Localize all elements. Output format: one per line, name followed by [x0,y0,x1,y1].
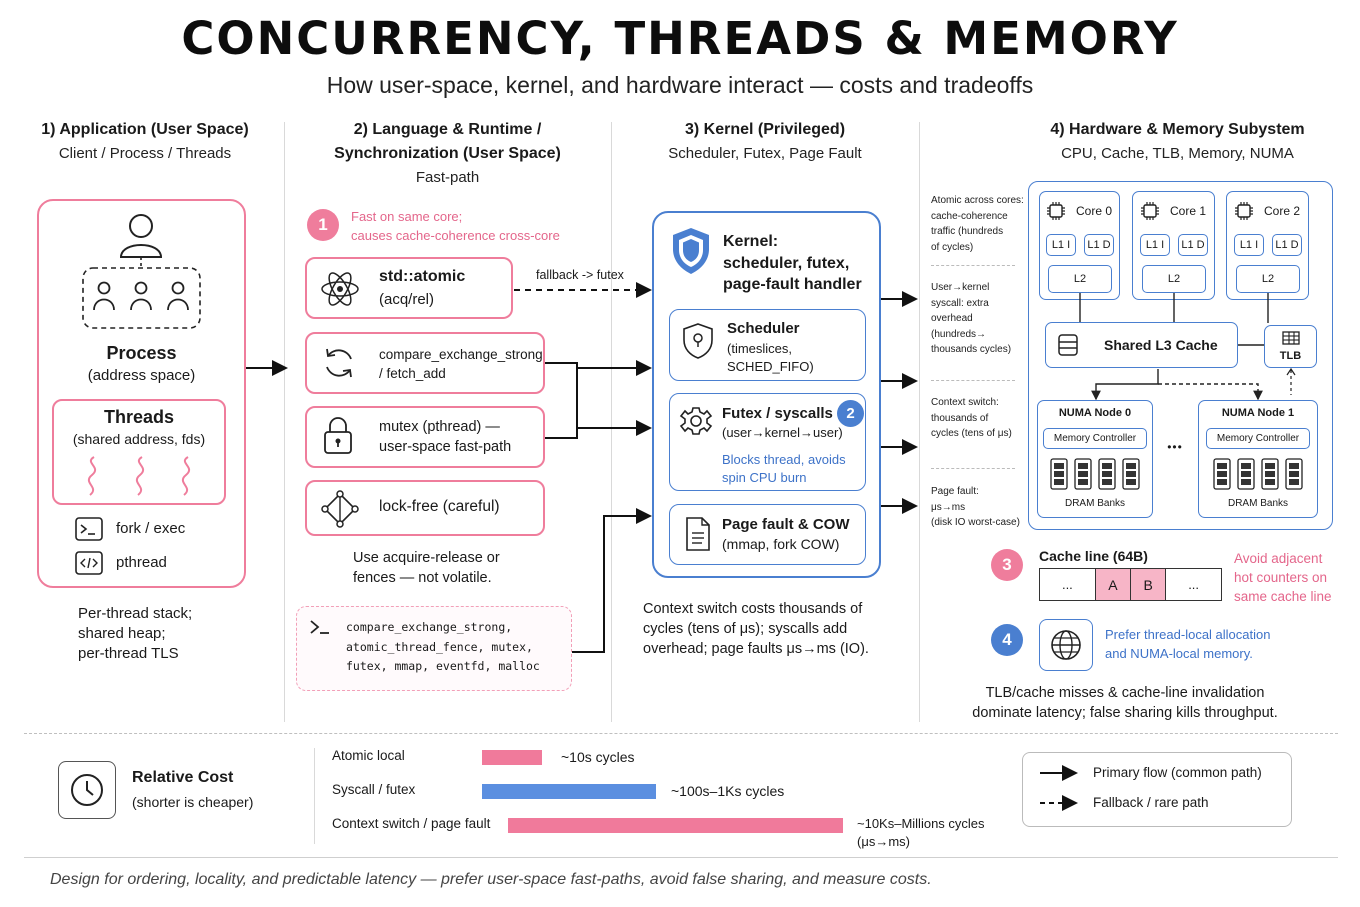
col2-note: Use acquire-release or fences — not volatile. [353,550,500,586]
cacheline-cell-b: B [1131,569,1166,600]
page-subtitle: How user-space, kernel, and hardware interact — costs and tradeoffs [326,72,1034,98]
col1-subheading: Client / Process / Threads [58,145,232,162]
tlb-label: TLB [1279,350,1302,362]
cost-row-label: Syscall / futex [332,782,416,797]
core-2-l2: L2 [1236,265,1300,293]
cacheline-title: Cache line (64B) [1039,548,1148,564]
core-0-l2: L2 [1048,265,1112,293]
cost-divider [314,748,315,844]
scheduler-detail: (timeslices, SCHED_FIFO) [727,341,814,374]
badge-1-note: Fast on same core; causes cache-coherence cross-core [351,209,560,243]
core-2-label: Core 2 [1264,204,1301,218]
col1-heading: 1) Application (User Space) [41,121,249,138]
threads-subtitle: (shared address, fds) [72,431,206,447]
side-note-context-switch: Context switch: thousands of cycles (tens of μs) [931,397,1012,439]
core-1-label: Core 1 [1170,204,1207,218]
col3-heading: 3) Kernel (Privileged) [684,121,846,138]
code-snippet: compare_exchange_strong, atomic_thread_fence, mutex, futex, mmap, eventfd, malloc [346,620,540,673]
col2-heading: 2) Language & Runtime / Synchronization (User Space) [334,121,561,162]
cacheline-cell: ... [1188,577,1200,592]
core-2-l1i: L1 I [1234,234,1264,256]
col3-note: Context switch costs thousands of cycles (tens of μs); syscalls add overhead; page faults μs→ms (IO). [643,601,869,657]
cost-subtitle: (shorter is cheaper) [132,794,254,810]
legend-primary: Primary flow (common path) [1093,765,1262,780]
numa-1-label: NUMA Node 1 [1221,407,1295,419]
cost-title: Relative Cost [132,769,234,786]
cost-bar-atomic [482,750,542,765]
badge-3-note: Avoid adjacent hot counters on same cache line [1234,551,1332,604]
cost-row-label: Atomic local [332,748,405,763]
futex-title: Futex / syscalls [722,405,833,422]
page-title: CONCURRENCY, THREADS & MEMORY [181,12,1179,65]
atomic-title: std::atomic [379,268,466,285]
side-note-syscall: User→kernel syscall: extra overhead (hundreds→ thousands cycles) [931,282,1012,355]
badge-1: 1 [307,209,339,241]
futex-note: Blocks thread, avoids spin CPU burn [722,452,846,485]
core-2-l1d: L1 D [1272,234,1302,256]
cacheline-cell-a: A [1096,569,1131,600]
cost-row-label: Context switch / page fault [332,816,491,831]
process-subtitle: (address space) [87,367,196,384]
threads-title: Threads [103,407,175,427]
legend-fallback: Fallback / rare path [1093,795,1209,810]
legend-arrows [1038,765,1082,811]
process-title: Process [106,343,177,363]
numa-0-label: NUMA Node 0 [1058,407,1132,419]
numa-0-mc: Memory Controller [1043,428,1147,449]
numa-0-dram-label: DRAM Banks [1064,498,1125,509]
core-0-l1d: L1 D [1084,234,1114,256]
core-0-label: Core 0 [1076,204,1113,218]
badge-2: 2 [837,400,864,427]
badge-4: 4 [991,624,1023,656]
pthread-label: pthread [116,554,167,571]
side-note-atomic: Atomic across cores: cache-coherence traffic (hundreds of cycles) [931,195,1024,253]
lockfree-label: lock-free (careful) [379,498,500,515]
fork-exec-label: fork / exec [116,520,186,537]
section-divider [24,733,1338,734]
numa-1-mc: Memory Controller [1206,428,1310,449]
cost-bar-syscall [482,784,656,799]
cost-bar-context-switch [508,818,843,833]
badge-4-note: Prefer thread-local allocation and NUMA-local memory. [1105,627,1271,661]
fallback-label: fallback -> futex [536,268,624,282]
col3-subheading: Scheduler, Futex, Page Fault [668,145,862,162]
futex-subtitle: (user→kernel→user) [722,425,843,440]
numa-ellipsis: ••• [1167,440,1183,454]
core-0-l1i: L1 I [1046,234,1076,256]
col4-subheading: CPU, Cache, TLB, Memory, NUMA [1061,145,1294,162]
col4-note: TLB/cache misses & cache-line invalidation dominate latency; false sharing kills throughput. [972,685,1278,721]
core-1-l1i: L1 I [1140,234,1170,256]
core-1-l2: L2 [1142,265,1206,293]
badge-3: 3 [991,549,1023,581]
col2-subheading: Fast-path [415,169,480,186]
footer-text: Design for ordering, locality, and predictable latency — prefer user-space fast-paths, avoid false sharing, and measure costs. [50,871,932,888]
scheduler-title: Scheduler [727,320,800,337]
pagefault-title: Page fault & COW [722,516,850,533]
mutex-label: mutex (pthread) — user-space fast-path [379,419,512,455]
numa-1-dram-label: DRAM Banks [1227,498,1288,509]
footer-divider [24,857,1338,858]
cas-label: compare_exchange_strong / fetch_add [379,347,543,381]
side-note-page-fault: Page fault: μs→ms (disk IO worst-case) [931,486,1020,528]
clock-icon [70,773,104,807]
atomic-subtitle: (acq/rel) [379,291,435,308]
kernel-title: Kernel: scheduler, futex, page-fault handler [723,233,862,293]
core-1-l1d: L1 D [1178,234,1208,256]
l3-label: Shared L3 Cache [1104,337,1218,353]
col1-note: Per-thread stack; shared heap; per-thread TLS [78,605,193,662]
cacheline-cell: ... [1040,569,1096,600]
col4-heading: 4) Hardware & Memory Subystem [1050,121,1305,138]
cost-value-syscall: ~100s–1Ks cycles [671,783,785,799]
cost-value-context-switch: ~10Ks–Millions cycles (μs→ms) [857,816,985,849]
pagefault-subtitle: (mmap, fork COW) [722,536,840,552]
cost-value-atomic: ~10s cycles [561,749,635,765]
